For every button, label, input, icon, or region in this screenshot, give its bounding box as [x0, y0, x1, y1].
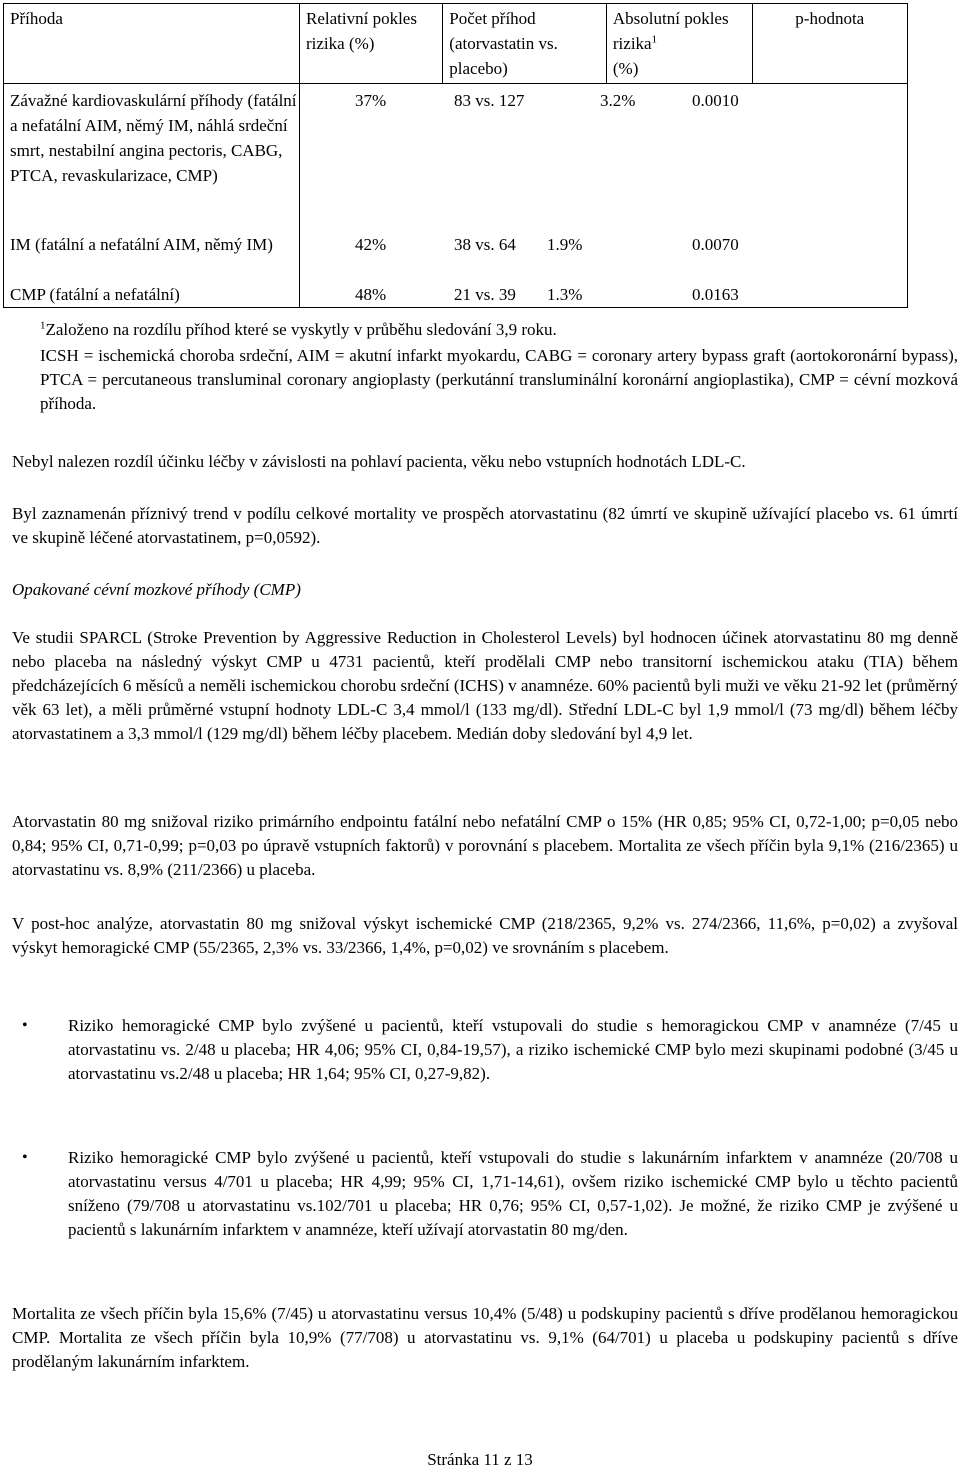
results-table	[3, 3, 908, 308]
row-values	[300, 232, 908, 282]
row-arr: 3.2%	[600, 91, 636, 110]
row-values	[300, 282, 908, 308]
header-p-value: p-hodnota	[752, 4, 907, 84]
header-absolute-risk: Absolutní pokles rizika$^1$ (%)	[606, 4, 752, 84]
row-values	[300, 84, 908, 233]
row-count: 38 vs. 64	[454, 235, 516, 254]
row-rrr: 37%	[355, 91, 387, 110]
bullet-hemorrhagic-history: Riziko hemoragické CMP bylo zvýšené u pacientů, kteří vstupovali do studie s hemoragickou CMP v anamnéze (7/45 u atorvastatinu vs. 2/48 u placeba; HR 4,06; 95% CI, 0,84-19,57), a riziko ischemické CMP bylo mezi skupinami podobné (3/45 u atorvastatinu vs.2/48 u placeba; HR 1,64; 95% CI, 0,27-9,82).	[68, 1016, 958, 1083]
row-arr: 1.3%	[547, 285, 583, 304]
bullet-lacunar-history: Riziko hemoragické CMP bylo zvýšené u pacientů, kteří vstupovali do studie s lakunárním infarktem v anamnéze (20/708 u atorvastatinu versus 4/701 u placeba; HR 4,99; 95% CI, 1,71-14,61), ovšem riziko ischemické CMP bylo u těchto pacientů sníženo (79/708 u atorvastatinu vs.102/701 u placeba; HR 0,76; 95% CI, 0,57-1,02). Je možné, že riziko CMP je zvýšené u pacientů s lakunárním infarktem v anamnéze, kteří užívají atorvastatin 80 mg/den.	[68, 1148, 958, 1239]
header-relative-risk: Relativní pokles rizika (%)	[300, 4, 443, 84]
paragraph-primary-endpoint: Atorvastatin 80 mg snižoval riziko primárního endpointu fatální nebo nefatální CMP o 15% (HR 0,85; 95% CI, 0,72-1,00; p=0,05 nebo 0,84; 95% CI, 0,71-0,99; p=0,03 po úpravě vstupních faktorů) v porovnání s placebem. Mortalita ze všech příčin byla 9,1% (216/2365) u atorvastatinu vs. 8,9% (211/2366) u placeba.	[12, 812, 958, 879]
table-footnote: $^1$Založeno na rozdílu příhod které se vyskytly v průběhu sledování 3,9 roku.	[40, 319, 557, 339]
row-arr: 1.9%	[547, 235, 583, 254]
paragraph-subgroups: Nebyl nalezen rozdíl účinku léčby v závislosti na pohlaví pacienta, věku nebo vstupních hodnotách LDL-C.	[12, 452, 746, 471]
row-rrr: 42%	[355, 235, 387, 254]
table-row	[4, 232, 908, 282]
row-p: 0.0070	[692, 235, 739, 254]
paragraph-post-hoc: V post-hoc analýze, atorvastatin 80 mg snižoval výskyt ischemické CMP (218/2365, 9,2% vs. 274/2366, 11,6%, p=0,02) a zvyšoval výskyt hemoragické CMP (55/2365, 2,3% vs. 33/2366, 1,4%, p=0,02) ve srovnáním s placebem.	[12, 914, 958, 957]
table-header-row	[4, 4, 908, 84]
row-event: Závažné kardiovaskulární příhody (fatální a nefatální AIM, němý IM, náhlá srdeční smrt, nestabilní angina pectoris, CABG, PTCA, revaskularizace, CMP)	[4, 84, 300, 233]
paragraph-sparcl: Ve studii SPARCL (Stroke Prevention by Aggressive Reduction in Cholesterol Levels) byl hodnocen účinek atorvastatinu 80 mg denně nebo placeba na následný výskyt CMP u 4731 pacientů, kteří prodělali CMP nebo transitorní ischemickou ataku (TIA) během předcházejících 6 měsíců a neměli ischemickou chorobu srdeční (ICHS) v anamnéze. 60% pacientů byli muži ve věku 21-92 let (průměrný věk 63 let), a měli průměrné vstupní hodnoty LDL-C 3,4 mmol/l (133 mg/dl). Střední LDL-C byl 1,9 mmol/l (73 mg/dl) během léčby atorvastatinem a 3,3 mmol/l (129 mg/dl) během léčby placebem. Medián doby sledování byl 4,9 let.	[12, 628, 959, 743]
abbreviations-note: ICSH = ischemická choroba srdeční, AIM = akutní infarkt myokardu, CABG = coronary artery bypass graft (aortokoronární bypass), PTCA = percutaneous transluminal coronary angioplasty (perkutánní transluminální koronární angioplastika), CMP = cévní mozková příhoda.	[40, 346, 958, 413]
row-p: 0.0010	[692, 91, 739, 110]
row-event: IM (fatální a nefatální AIM, němý IM)	[4, 232, 300, 282]
section-heading: Opakované cévní mozkové příhody (CMP)	[12, 580, 301, 599]
header-event-count: Počet příhod (atorvastatin vs. placebo)	[443, 4, 607, 84]
row-p: 0.0163	[692, 285, 739, 304]
paragraph-mortality-trend: Byl zaznamenán příznivý trend v podílu celkové mortality ve prospěch atorvastatinu (82 úmrtí ve skupině užívající placebo vs. 61 úmrtí ve skupině léčené atorvastatinem, p=0,0592).	[12, 504, 958, 547]
bullet-icon: •	[22, 1149, 28, 1166]
row-count: 83 vs. 127	[454, 91, 525, 110]
table-row	[4, 84, 908, 233]
bullet-icon: •	[22, 1017, 28, 1034]
row-count: 21 vs. 39	[454, 285, 516, 304]
page-footer: Stránka 11 z 13	[427, 1450, 533, 1469]
table-row	[4, 282, 908, 308]
row-event: CMP (fatální a nefatální)	[4, 282, 300, 308]
header-event: Příhoda	[4, 4, 300, 84]
paragraph-subgroup-mortality: Mortalita ze všech příčin byla 15,6% (7/45) u atorvastatinu versus 10,4% (5/48) u podskupiny pacientů s dříve prodělanou hemoragickou CMP. Mortalita ze všech příčin byla 10,9% (77/708) u atorvastatinu vs. 9,1% (64/701) u placeba u podskupiny pacientů s dříve prodělaným lakunárním infarktem.	[12, 1304, 958, 1371]
row-rrr: 48%	[355, 285, 387, 304]
